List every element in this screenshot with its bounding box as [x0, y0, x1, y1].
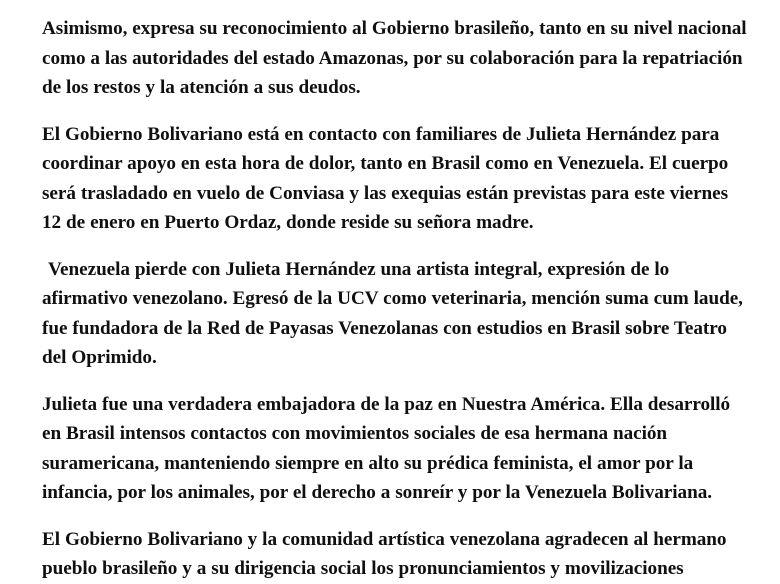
paragraph-2: El Gobierno Bolivariano está en contacto con familiares de Julieta Hernández para coordinar apoyo en esta hora de dolor, tanto en Brasil como en Venezuela. El cuerpo será trasladado en vuelo de Conviasa y las exequias están previstas para este viernes 12 de enero en Puerto Ordaz, donde reside su señora madre. [42, 123, 729, 233]
paragraph-3: Venezuela pierde con Julieta Hernández una artista integral, expresión de lo afirmativo venezolano. Egresó de la UCV como veterinaria, mención suma cum laude, fue fundadora de la Red de Payasas Venezolanas con estudios en Brasil sobre Teatro del Oprimido. [42, 258, 743, 368]
paragraph-4: Julieta fue una verdadera embajadora de la paz en Nuestra América. Ella desarrolló en Brasil intensos contactos con movimientos sociales de esa hermana nación suramericana, manteniendo siempre en alto su prédica feminista, el amor por la infancia, por los animales, por el derecho a sonreír y por la Venezuela Bolivariana. [42, 393, 731, 503]
paragraph-5: El Gobierno Bolivariano y la comunidad artística venezolana agradecen al hermano pueblo brasileño y a su dirigencia social los pronunciamientos y movilizaciones [42, 528, 727, 579]
paragraph-1: Asimismo, expresa su reconocimiento al Gobierno brasileño, tanto en su nivel nacional como a las autoridades del estado Amazonas, por su colaboración para la repatriación de los restos y la atención a sus deudos. [42, 18, 747, 98]
